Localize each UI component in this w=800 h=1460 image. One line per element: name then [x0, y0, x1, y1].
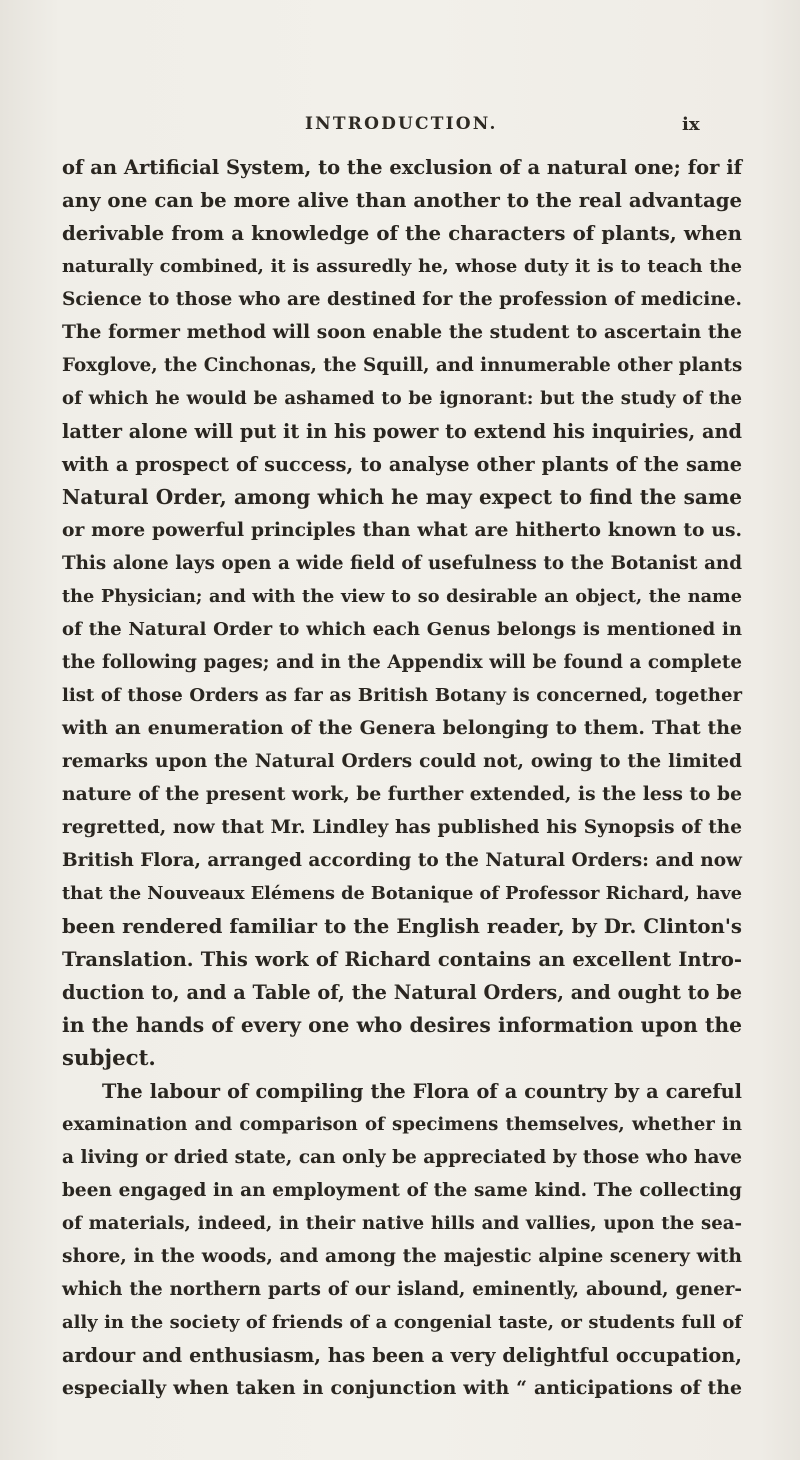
text-line: Science to those who are destined for the profession of medicine. — [62, 289, 742, 310]
text-line: remarks upon the Natural Orders could not, owing to the limited — [62, 751, 742, 772]
text-line: Foxglove, the Cinchonas, the Squill, and innumerable other plants — [62, 355, 743, 376]
text-line: of an Artificial System, to the exclusion of a natural one; for if — [62, 156, 742, 179]
text-line: British Flora, arranged according to the Natural Orders: and now — [62, 850, 742, 871]
text-line: with a prospect of success, to analyse other plants of the same — [62, 453, 742, 476]
text-line: subject. — [62, 1046, 156, 1071]
text-line: nature of the present work, be further extended, is the less to be — [62, 783, 742, 805]
text-line: a living or dried state, can only be appreciated by those who have — [62, 1147, 742, 1168]
text-line: examination and comparison of specimens themselves, whether in — [62, 1114, 742, 1135]
text-line: latter alone will put it in his power to extend his inquiries, and — [62, 420, 742, 443]
text-line: Translation. This work of Richard contains an excellent Intro- — [62, 948, 742, 971]
text-line: naturally combined, it is assuredly he, whose duty it is to teach the — [62, 256, 742, 277]
text-line: The former method will soon enable the student to ascertain the — [62, 321, 742, 343]
text-line: the Physician; and with the view to so desirable an object, the name — [62, 586, 742, 607]
text-line: ally in the society of friends of a congenial taste, or students full of — [62, 1312, 742, 1333]
text-line: the following pages; and in the Appendix will be found a complete — [62, 652, 742, 673]
text-line: of materials, indeed, in their native hills and vallies, upon the sea- — [62, 1213, 742, 1234]
text-line: regretted, now that Mr. Lindley has published his Synopsis of the — [62, 817, 742, 838]
text-line: which the northern parts of our island, eminently, abound, gener- — [62, 1279, 742, 1300]
text-line: of the Natural Order to which each Genus belongs is mentioned in — [62, 619, 742, 640]
text-line: especially when taken in conjunction with “ anticipations of the — [62, 1377, 742, 1399]
text-line: in the hands of every one who desires information upon the — [62, 1013, 742, 1037]
paragraph-1 — [62, 151, 742, 1075]
text-line: derivable from a knowledge of the characters of plants, when — [62, 222, 742, 245]
running-head: INTRODUCTION. — [305, 114, 498, 134]
text-line: that the Nouveaux Elémens de Botanique of Professor Richard, have — [62, 883, 742, 904]
text-line: or more powerful principles than what are hitherto known to us. — [62, 519, 742, 541]
text-line: list of those Orders as far as British Botany is concerned, together — [62, 685, 742, 706]
text-line: The labour of compiling the Flora of a country by a careful — [102, 1080, 742, 1103]
text-line: been rendered familiar to the English reader, by Dr. Clinton's — [62, 915, 742, 938]
text-line: duction to, and a Table of, the Natural Orders, and ought to be — [62, 981, 742, 1004]
text-line: of which he would be ashamed to be ignorant: but the study of the — [62, 388, 742, 409]
body-text — [62, 151, 742, 1405]
text-line: with an enumeration of the Genera belonging to them. That the — [62, 717, 742, 739]
page-number: ix — [682, 114, 700, 135]
text-line: ardour and enthusiasm, has been a very delightful occupation, — [62, 1344, 742, 1367]
text-line: Natural Order, among which he may expect to find the same — [62, 485, 742, 509]
text-line: shore, in the woods, and among the majestic alpine scenery with — [62, 1245, 742, 1267]
text-line: any one can be more alive than another to the real advantage — [62, 189, 742, 212]
text-line: This alone lays open a wide field of usefulness to the Botanist and — [62, 553, 742, 574]
page-header — [0, 114, 800, 144]
text-line: been engaged in an employment of the same kind. The collecting — [62, 1180, 742, 1201]
paragraph-2 — [62, 1075, 742, 1405]
